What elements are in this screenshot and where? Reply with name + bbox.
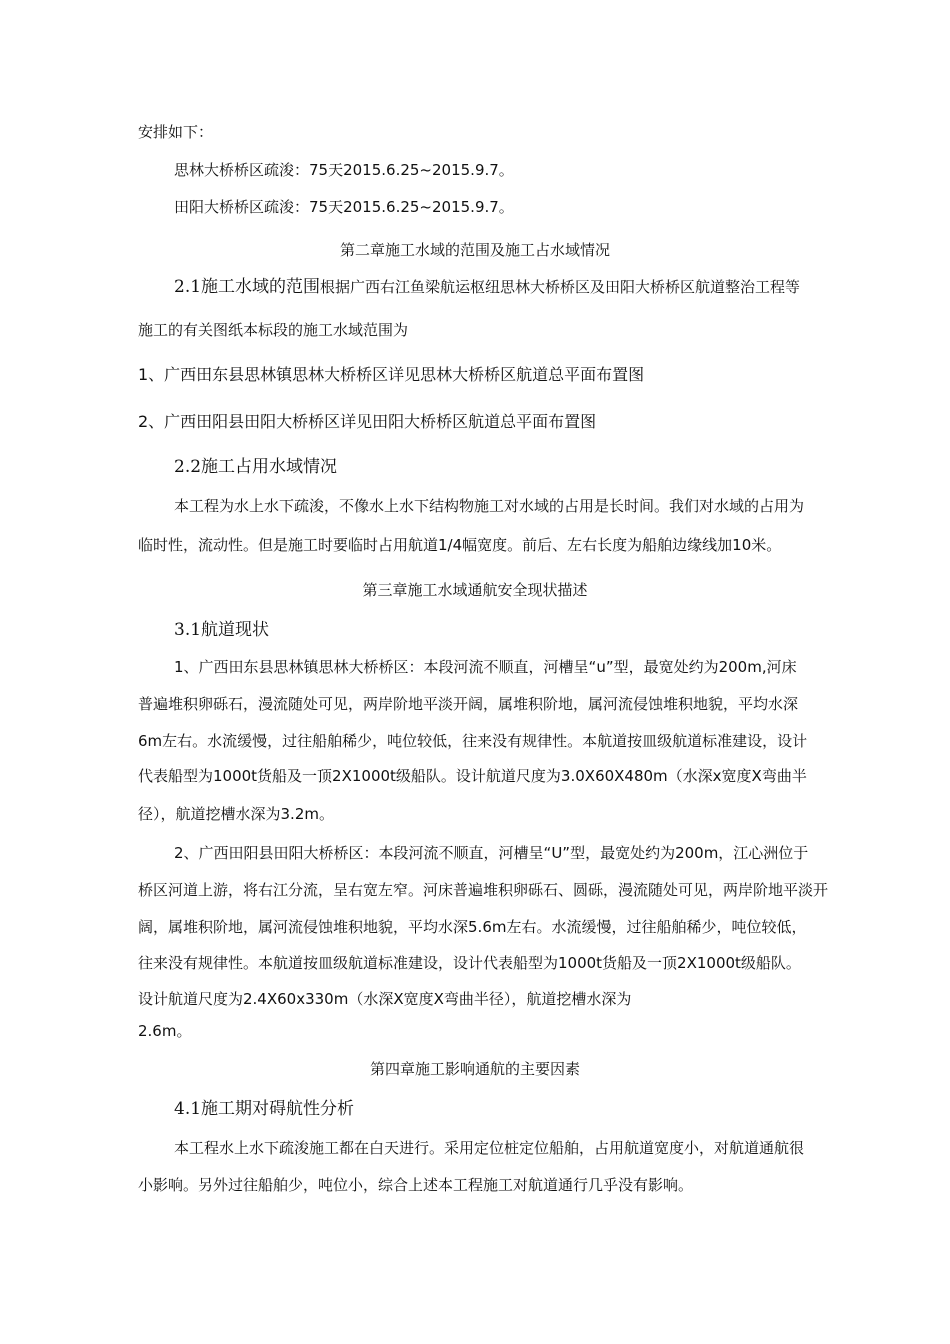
scope-item-2: 2、广西田阳县田阳大桥桥区详见田阳大桥桥区航道总平面布置图	[138, 412, 597, 431]
section-2-2-line2: 临时性，流动性。但是施工时要临时占用航道1/4幅宽度。前后、左右长度为船舶边缘线加10米。	[138, 536, 782, 554]
paragraph-tianyang-line6: 2.6m。	[138, 1022, 192, 1040]
section-2-2-line1: 本工程为水上水下疏浚，不像水上水下结构物施工对水域的占用是长时间。我们对水域的占用为	[174, 497, 805, 515]
paragraph-silin-line4: 代表船型为1000t货船及一顶2X1000t级船队。设计航道尺度为3.0X60X480m（水深x宽度X弯曲半	[138, 767, 807, 785]
chapter-4-title: 第四章施工影响通航的主要因素	[369, 1060, 580, 1078]
arrangement-item-silin: 思林大桥桥区疏浚：75天2015.6.25~2015.9.7。	[174, 161, 514, 179]
scope-item-1: 1、广西田东县思林镇思林大桥桥区详见思林大桥桥区航道总平面布置图	[138, 365, 645, 384]
paragraph-tianyang-line5: 设计航道尺度为2.4X60x330m（水深X宽度X弯曲半径），航道挖槽水深为	[138, 990, 632, 1008]
paragraph-tianyang-line4: 往来没有规律性。本航道按皿级航道标准建设，设计代表船型为1000t货船及一顶2X1000t级船队。	[138, 954, 801, 972]
paragraph-silin-line3: 6m左右。水流缓慢，过往船舶稀少，吨位较低，往来没有规律性。本航道按皿级航道标准建设，设计	[138, 732, 808, 750]
section-4-1-line1: 本工程水上水下疏浚施工都在白天进行。采用定位桩定位船舶，占用航道宽度小，对航道通航很	[174, 1139, 805, 1157]
section-2-1-heading: 2.1施工水域的范围	[174, 277, 321, 297]
section-2-1-line2: 施工的有关图纸本标段的施工水域范围为	[138, 321, 409, 339]
section-4-1-heading: 4.1施工期对碍航性分析	[174, 1099, 355, 1119]
chapter-2-title: 第二章施工水域的范围及施工占水域情况	[339, 241, 610, 259]
section-2-2-heading: 2.2施工占用水域情况	[174, 457, 338, 477]
chapter-3-title: 第三章施工水域通航安全现状描述	[362, 581, 588, 599]
section-4-1-line2: 小影响。另外过往船舶少，吨位小，综合上述本工程施工对航道通行几乎没有影响。	[138, 1176, 694, 1194]
section-2-1-line1	[174, 276, 800, 298]
paragraph-silin-line1: 1、广西田东县思林镇思林大桥桥区：本段河流不顺直，河槽呈“u”型，最宽处约为200m,河床	[174, 658, 797, 676]
paragraph-tianyang-line3: 阔，属堆积阶地，属河流侵蚀堆积地貌，平均水深5.6m左右。水流缓慢，过往船舶稀少，吨位较低，	[138, 918, 807, 936]
paragraph-silin-line5: 径），航道挖槽水深为3.2m。	[138, 805, 334, 823]
paragraph-tianyang-line2: 桥区河道上游，将右江分流，呈右宽左窄。河床普遍堆积卵砾石、圆砾，漫流随处可见，两岸阶地平淡开	[138, 881, 829, 899]
arrangement-intro: 安排如下：	[138, 123, 214, 141]
section-3-1-heading: 3.1航道现状	[174, 620, 270, 640]
paragraph-tianyang-line1: 2、广西田阳县田阳大桥桥区：本段河流不顺直，河槽呈“U”型，最宽处约为200m，江心洲位于	[174, 844, 809, 862]
section-2-1-text: 根据广西右江鱼梁航运枢纽思林大桥桥区及田阳大桥桥区航道整治工程等	[320, 278, 801, 296]
paragraph-silin-line2: 普遍堆积卵砾石，漫流随处可见，两岸阶地平淡开阔，属堆积阶地，属河流侵蚀堆积地貌，平均水深	[138, 695, 799, 713]
arrangement-item-tianyang: 田阳大桥桥区疏浚：75天2015.6.25~2015.9.7。	[174, 198, 514, 216]
